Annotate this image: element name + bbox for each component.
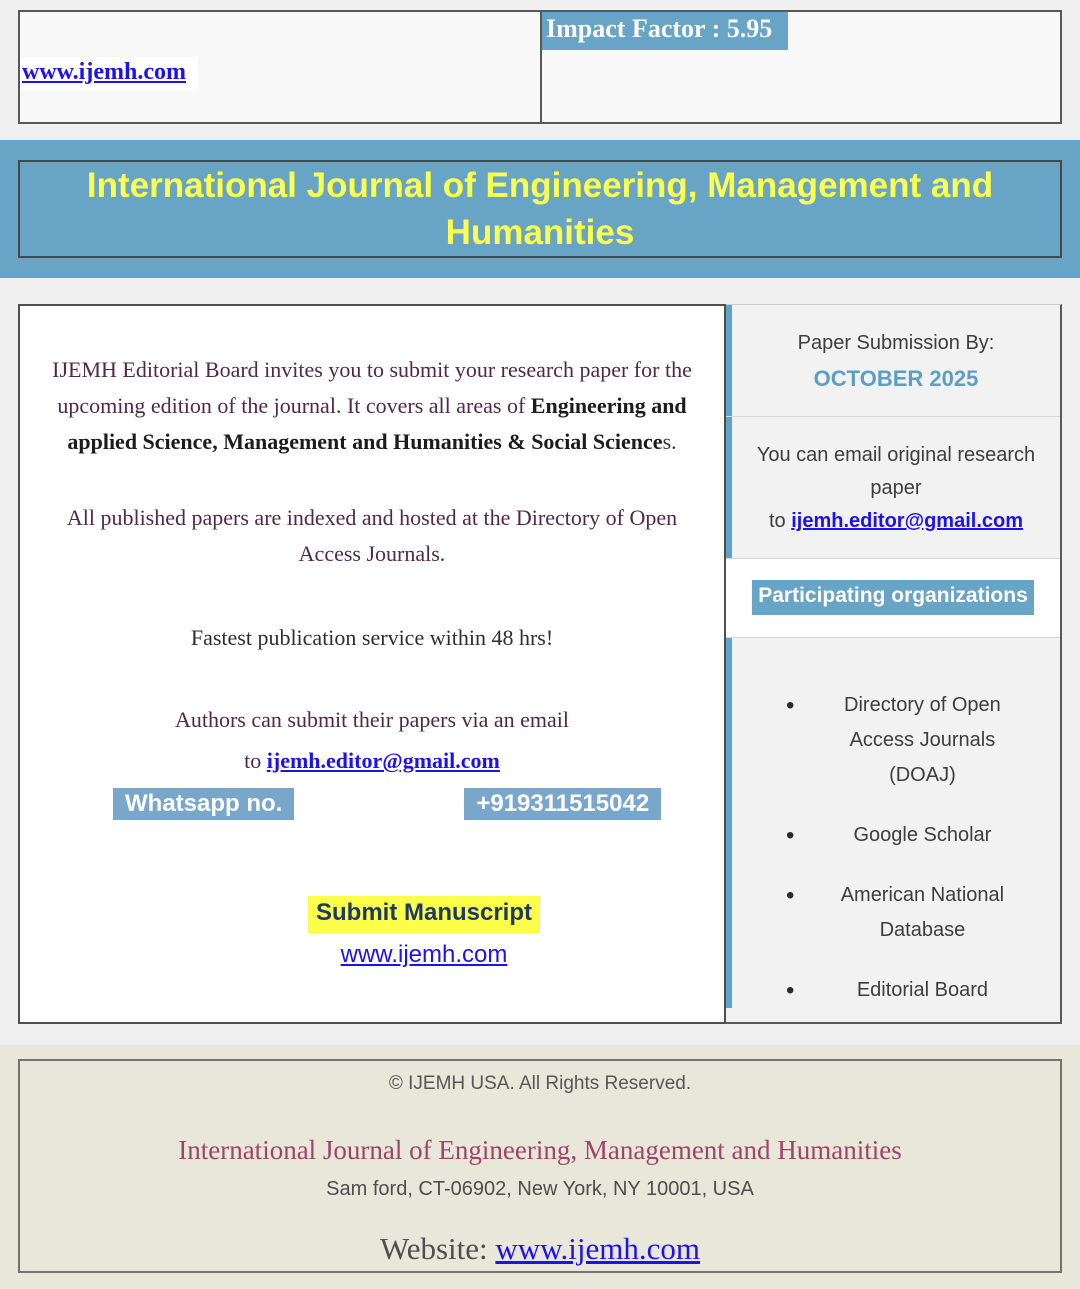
journal-banner-frame (18, 160, 1062, 258)
sidebar-editor-email-link[interactable]: ijemh.editor@gmail.com (791, 510, 1024, 532)
list-item (732, 688, 1060, 793)
indexing-paragraph: All published papers are indexed and hosted at the Directory of Open Access Journals. (66, 505, 678, 566)
sidebar-email-prefix: to (768, 510, 792, 532)
submit-link-line (28, 941, 716, 969)
header-site-link[interactable]: www.ijemh.com (22, 59, 186, 85)
submission-heading: Paper Submission By: (797, 332, 995, 354)
header-table (18, 10, 1062, 124)
bullet-icon: • (786, 882, 795, 909)
copyright-text: © IJEMH USA. All Rights Reserved. (388, 1073, 692, 1094)
organization-label: Editorial Board (856, 979, 988, 1001)
footer-band (0, 1045, 1080, 1289)
sidebar (726, 304, 1062, 1024)
organization-label: Directory of Open Access Journals (DOAJ) (844, 694, 1001, 786)
list-item (732, 818, 1060, 853)
footer-address: Sam ford, CT-06902, New York, NY 10001, USA (326, 1178, 754, 1200)
sidebar-submission-section (726, 305, 1060, 416)
organization-label: Google Scholar (853, 824, 992, 846)
organization-label: American National Database (840, 884, 1005, 941)
sidebar-email-section (726, 417, 1060, 558)
intro-paragraph (34, 352, 710, 460)
footer-box (18, 1059, 1062, 1273)
list-item (732, 878, 1060, 948)
submit-site-link[interactable]: www.ijemh.com (340, 941, 508, 968)
bullet-icon: • (786, 977, 795, 1004)
journal-banner (0, 140, 1080, 278)
submit-manuscript-button[interactable]: Submit Manuscript (308, 896, 540, 933)
footer-website-link[interactable]: www.ijemh.com (495, 1231, 701, 1266)
participating-organizations-badge: Participating organizations (752, 580, 1034, 615)
bullet-icon: • (786, 692, 795, 719)
intro-tail-text: s. (662, 429, 677, 454)
sidebar-organizations-list (726, 638, 1060, 1008)
content-box (18, 304, 726, 1024)
whatsapp-row (113, 788, 716, 820)
editor-email-link[interactable]: ijemh.editor@gmail.com (266, 748, 500, 773)
header-left-cell (20, 12, 542, 122)
submission-deadline: OCTOBER 2025 (813, 366, 979, 391)
whatsapp-number-badge: +919311515042 (464, 788, 661, 820)
bullet-icon: • (786, 822, 795, 849)
journal-title: International Journal of Engineering, Management and Humanities (86, 166, 994, 252)
email-prefix: to (244, 748, 267, 773)
intro-text: IJEMH Editorial Board invites you to submit your research paper for the upcoming edition of the journal. It covers all areas of (52, 357, 692, 418)
header-right-cell (542, 12, 1060, 122)
footer-website-line (30, 1231, 1050, 1267)
intro-bold-text: Engineering and applied Science, Management and Humanities & Social Science (67, 393, 687, 454)
email-line (34, 743, 710, 779)
speed-paragraph: Fastest publication service within 48 hrs! (190, 625, 554, 650)
sidebar-email-text: You can email original research paper (756, 444, 1036, 499)
submit-paragraph: Authors can submit their papers via an email (174, 707, 570, 732)
website-label: Website: (379, 1231, 496, 1266)
list-item (732, 973, 1060, 1008)
site-link-chip (20, 57, 198, 90)
main-row (18, 304, 1062, 1024)
footer-journal-name: International Journal of Engineering, Management and Humanities (178, 1135, 902, 1165)
whatsapp-label-badge: Whatsapp no. (113, 788, 294, 820)
sidebar-participating-section (726, 559, 1060, 637)
impact-factor-badge: Impact Factor : 5.95 (542, 12, 788, 50)
submit-manuscript-wrap (28, 896, 716, 933)
